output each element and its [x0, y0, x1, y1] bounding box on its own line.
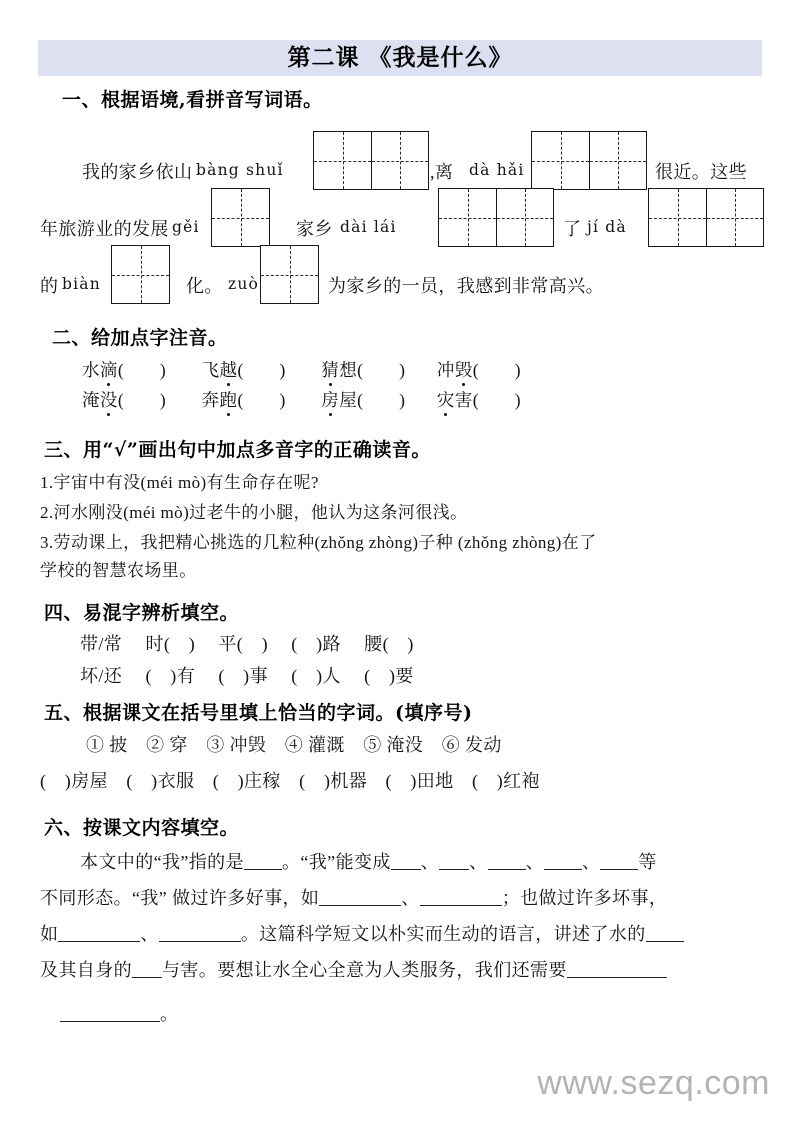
tianzige-cell[interactable] [371, 132, 428, 189]
s2-item: 猜想( ) [321, 360, 405, 380]
s1-row1-pinyin-2: dà hǎi [469, 161, 525, 179]
s1-row2-pinyin-3: jí dà [587, 218, 627, 236]
s6-line-2 [40, 884, 667, 910]
s2-item: 淹没( ) [82, 390, 166, 410]
s6-text: 如 [40, 924, 59, 944]
s6-text: 、 [140, 924, 159, 944]
s6-text: 及其自身的 [40, 960, 132, 980]
s3-question-3-line-1: 3.劳动课上，我把精心挑选的几粒种(zhǒng zhòng)子种 (zhǒng zhòng)在了 [40, 533, 597, 552]
s1-row1-grid-1[interactable] [313, 131, 429, 190]
s1-row3-lead: 的 [40, 276, 59, 296]
blank-field[interactable] [488, 869, 526, 870]
s1-row2-grid-1[interactable] [211, 188, 270, 247]
s1-row1-pinyin-1: bàng shuǐ [196, 161, 284, 179]
dotted-char: 越 [220, 357, 238, 382]
s6-text: ；也做过许多坏事， [501, 888, 668, 908]
blank-field[interactable] [439, 869, 469, 870]
s2-row-2 [82, 387, 521, 412]
blank-field[interactable] [319, 905, 401, 906]
dotted-char: 猜 [321, 357, 339, 382]
s1-row2-grid-2[interactable] [438, 188, 554, 247]
tianzige-cell[interactable] [589, 132, 646, 189]
section-1-heading: 一、根据语境,看拼音写词语。 [62, 89, 323, 111]
blank-field[interactable] [244, 869, 282, 870]
s3-question-3-line-2: 学校的智慧农场里。 [40, 561, 197, 580]
s1-row1-lead: 我的家乡依山 [82, 162, 193, 182]
s1-row3-grid-2[interactable] [260, 245, 319, 304]
tianzige-cell[interactable] [439, 189, 496, 246]
s6-text: 。这篇科学短文以朴实而生动的语言，讲述了水的 [240, 924, 646, 944]
s4-row-1: 带/常 时( ) 平( ) ( )路 腰( ) [80, 634, 414, 654]
tianzige-cell[interactable] [649, 189, 706, 246]
s2-item: 水滴( ) [82, 360, 166, 380]
section-4-heading: 四、易混字辨析填空。 [44, 602, 240, 624]
s1-row2-grid-3[interactable] [648, 188, 764, 247]
s1-row3-mid: 化。 [186, 276, 223, 296]
blank-field[interactable] [646, 941, 684, 942]
site-watermark: www.sezq.com [537, 1064, 770, 1102]
section-2-heading: 二、给加点字注音。 [52, 327, 228, 349]
tianzige-cell[interactable] [706, 189, 763, 246]
blank-field[interactable] [60, 1021, 160, 1022]
s2-item: 冲毁( ) [437, 360, 521, 380]
s1-row3-grid-1[interactable] [111, 245, 170, 304]
s4-row-2: 坏/还 ( )有 ( )事 ( )人 ( )要 [80, 666, 414, 686]
section-3-heading: 三、用“√”画出句中加点多音字的正确读音。 [44, 439, 431, 461]
s1-row2-mid2: 了 [563, 219, 582, 239]
s6-text: 、 [525, 852, 544, 872]
s6-text: 。“我”能变成 [281, 852, 391, 872]
s6-text: 等 [638, 852, 657, 872]
dotted-char: 灾 [437, 387, 455, 412]
s6-line-5 [60, 1000, 178, 1026]
s5-answers: ( )房屋 ( )衣服 ( )庄稼 ( )机器 ( )田地 ( )红袍 [40, 771, 540, 791]
s2-item: 飞越( ) [202, 360, 286, 380]
dotted-char: 滴 [100, 357, 118, 382]
s1-row1-grid-2[interactable] [531, 131, 647, 190]
blank-field[interactable] [58, 941, 140, 942]
section-6-heading: 六、按课文内容填空。 [44, 817, 240, 839]
s1-row2-pinyin-2: dài lái [340, 218, 397, 236]
s6-text: 、 [401, 888, 420, 908]
s1-row2-pinyin-1: gěi [172, 218, 200, 236]
blank-field[interactable] [420, 905, 502, 906]
tianzige-cell[interactable] [496, 189, 553, 246]
dotted-char: 毁 [455, 357, 473, 382]
s2-item: 奔跑( ) [202, 390, 286, 410]
s6-line-1 [80, 848, 657, 874]
blank-field[interactable] [600, 869, 638, 870]
s3-question-2: 2.河水刚没(méi mò)过老牛的小腿，他认为这条河很浅。 [40, 503, 468, 522]
s1-row3-tail: 为家乡的一员，我感到非常高兴。 [328, 276, 604, 296]
s6-text: 。 [160, 1004, 179, 1024]
section-5-heading: 五、根据课文在括号里填上恰当的字词。(填序号) [44, 702, 473, 724]
tianzige-cell[interactable] [261, 246, 318, 303]
s6-text: 不同形态。“我” 做过许多好事，如 [40, 888, 320, 908]
s6-line-4 [40, 956, 667, 982]
s1-row3-pinyin-2: zuò [228, 275, 260, 293]
s1-row3-pinyin-1: biàn [62, 275, 101, 293]
tianzige-cell[interactable] [314, 132, 371, 189]
s5-options: ① 披 ② 穿 ③ 冲毁 ④ 灌溉 ⑤ 淹没 ⑥ 发动 [86, 735, 502, 755]
blank-field[interactable] [567, 977, 667, 978]
s1-row2-mid: 家乡 [296, 219, 333, 239]
s2-item: 房屋( ) [321, 390, 405, 410]
s1-row2-lead: 年旅游业的发展 [40, 219, 169, 239]
tianzige-cell[interactable] [112, 246, 169, 303]
s6-text: 本文中的“我”指的是 [80, 852, 244, 872]
s1-row1-mid: ,离 [430, 162, 454, 182]
blank-field[interactable] [391, 869, 421, 870]
page-title: 第二课 《我是什么》 [287, 44, 513, 71]
s1-row1-tail: 很近。这些 [655, 162, 747, 182]
s3-question-1: 1.宇宙中有没(méi mò)有生命存在呢? [40, 473, 319, 492]
s6-text: 、 [581, 852, 601, 872]
tianzige-cell[interactable] [532, 132, 589, 189]
s2-item: 灾害( ) [437, 390, 521, 410]
dotted-char: 没 [100, 387, 118, 412]
s6-text: 、 [420, 852, 440, 872]
s6-line-3 [40, 920, 684, 946]
blank-field[interactable] [544, 869, 582, 870]
blank-field[interactable] [159, 941, 241, 942]
dotted-char: 房 [321, 387, 339, 412]
s6-text: 、 [469, 852, 488, 872]
s2-row-1 [82, 357, 521, 382]
dotted-char: 跑 [220, 387, 238, 412]
blank-field[interactable] [132, 977, 162, 978]
s6-text: 与害。要想让水全心全意为人类服务，我们还需要 [162, 960, 567, 980]
tianzige-cell[interactable] [212, 189, 269, 246]
